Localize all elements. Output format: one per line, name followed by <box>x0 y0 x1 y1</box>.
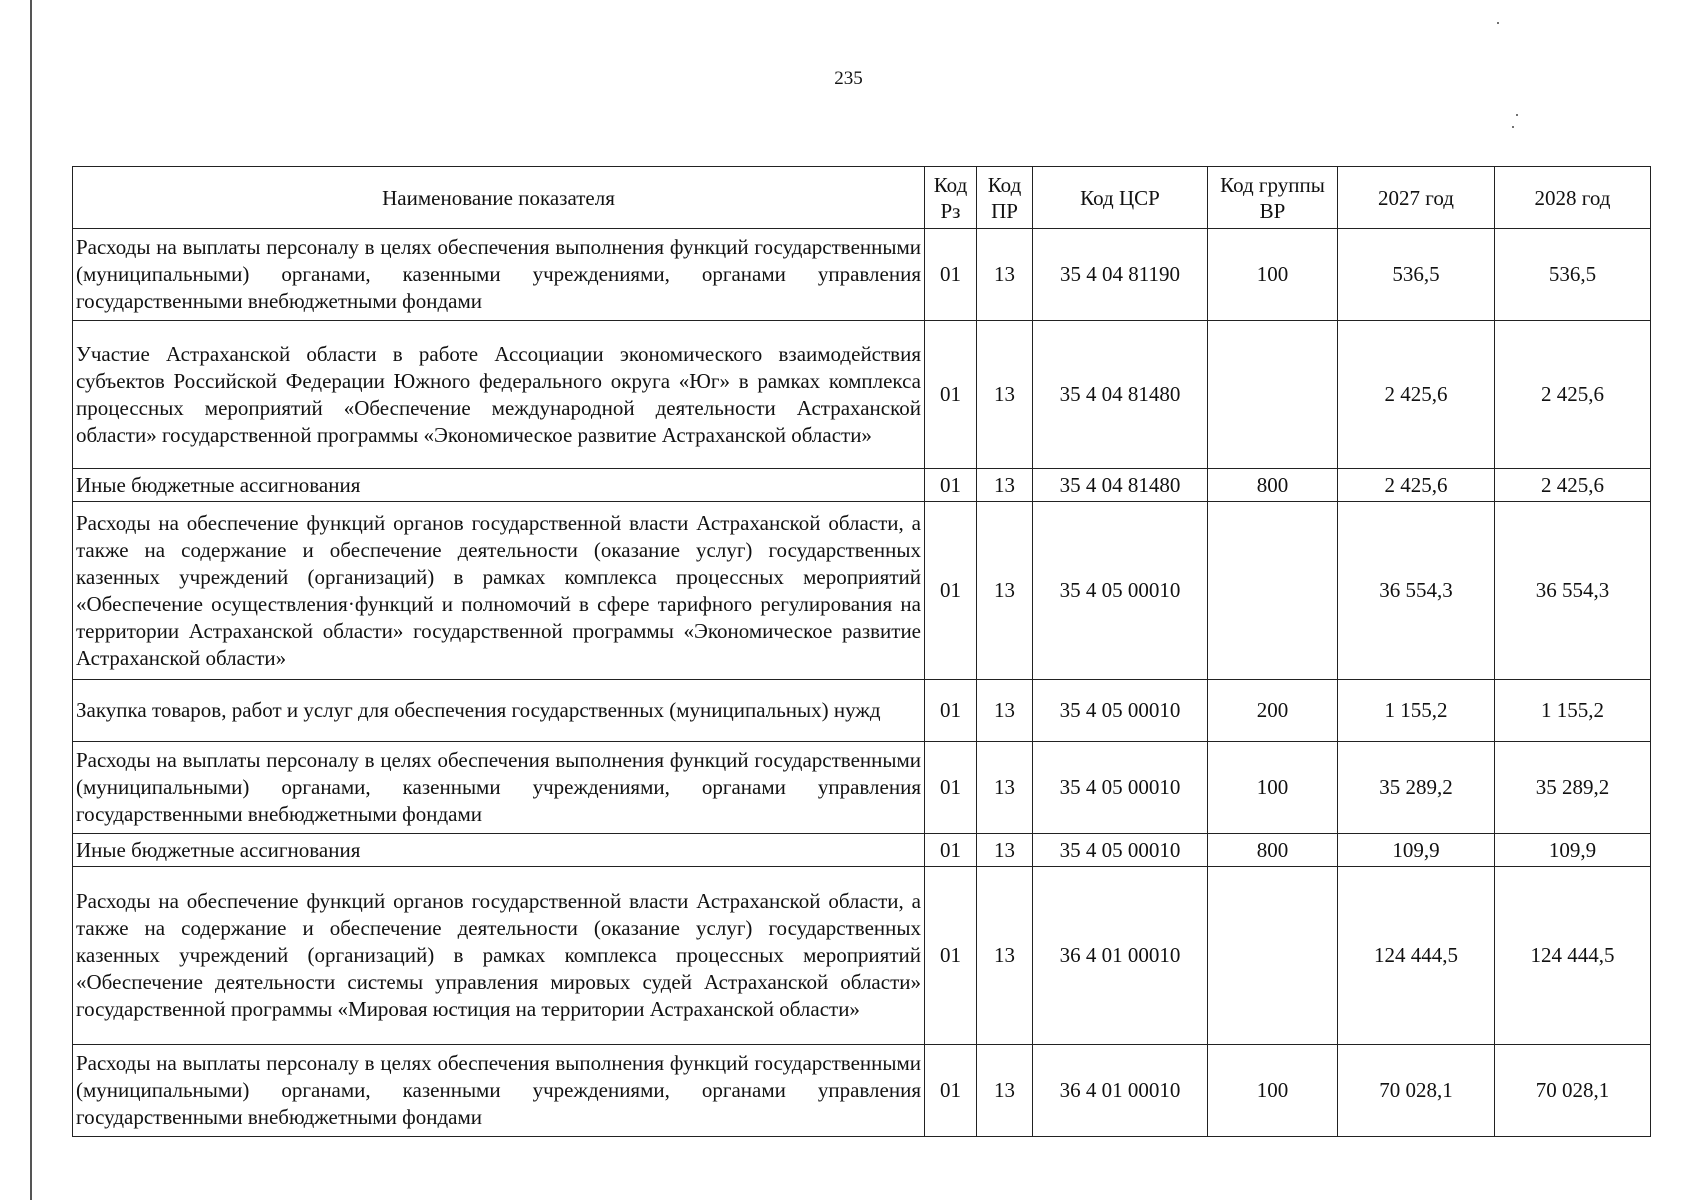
budget-table <box>72 166 1651 1137</box>
row-pr: 13 <box>977 742 1033 834</box>
row-2028: 36 554,3 <box>1495 502 1651 680</box>
scan-speck <box>1516 114 1518 116</box>
row-2028: 124 444,5 <box>1495 867 1651 1045</box>
row-rz: 01 <box>925 680 977 742</box>
header-name: Наименование показателя <box>73 167 925 229</box>
row-rz: 01 <box>925 742 977 834</box>
row-2028: 109,9 <box>1495 834 1651 867</box>
row-vr <box>1208 867 1338 1045</box>
row-csr: 35 4 04 81480 <box>1033 321 1208 469</box>
row-vr: 100 <box>1208 1045 1338 1137</box>
row-pr: 13 <box>977 502 1033 680</box>
row-rz: 01 <box>925 502 977 680</box>
table-row <box>73 469 1651 502</box>
header-2027: 2027 год <box>1338 167 1495 229</box>
row-csr: 36 4 01 00010 <box>1033 867 1208 1045</box>
row-name: Иные бюджетные ассигнования <box>73 469 925 502</box>
row-vr: 800 <box>1208 469 1338 502</box>
row-csr: 35 4 05 00010 <box>1033 742 1208 834</box>
table-header-row <box>73 167 1651 229</box>
table-row <box>73 680 1651 742</box>
row-2028: 35 289,2 <box>1495 742 1651 834</box>
row-name: Иные бюджетные ассигнования <box>73 834 925 867</box>
row-2028: 1 155,2 <box>1495 680 1651 742</box>
row-pr: 13 <box>977 680 1033 742</box>
row-pr: 13 <box>977 229 1033 321</box>
row-vr: 100 <box>1208 742 1338 834</box>
row-csr: 35 4 04 81480 <box>1033 469 1208 502</box>
row-pr: 13 <box>977 321 1033 469</box>
row-2028: 536,5 <box>1495 229 1651 321</box>
row-name: Участие Астраханской области в работе Ассоциации экономического взаимодействия субъектов Российской Федерации Южного федерального округа «Юг» в рамках комплекса процессных мероприятий «Обеспечение международной деятельности Астраханской области» государственной программы «Экономическое развитие Астраханской области» <box>73 321 925 469</box>
table-row <box>73 229 1651 321</box>
row-vr: 100 <box>1208 229 1338 321</box>
row-csr: 35 4 05 00010 <box>1033 680 1208 742</box>
row-pr: 13 <box>977 834 1033 867</box>
row-csr: 35 4 05 00010 <box>1033 502 1208 680</box>
row-rz: 01 <box>925 469 977 502</box>
table-row <box>73 502 1651 680</box>
scan-speck <box>1512 126 1514 128</box>
row-2027: 2 425,6 <box>1338 469 1495 502</box>
row-pr: 13 <box>977 469 1033 502</box>
header-rz: Код Рз <box>925 167 977 229</box>
row-name: Расходы на выплаты персоналу в целях обеспечения выполнения функций государственными (муниципальными) органами, казенными учреждениями, органами управления государственными внебюджетными фондами <box>73 229 925 321</box>
table-row <box>73 742 1651 834</box>
row-2027: 1 155,2 <box>1338 680 1495 742</box>
table-row <box>73 1045 1651 1137</box>
row-2027: 70 028,1 <box>1338 1045 1495 1137</box>
row-name: Закупка товаров, работ и услуг для обеспечения государственных (муниципальных) нужд <box>73 680 925 742</box>
row-pr: 13 <box>977 867 1033 1045</box>
header-pr: Код ПР <box>977 167 1033 229</box>
table-row <box>73 867 1651 1045</box>
table-row <box>73 834 1651 867</box>
table-row <box>73 321 1651 469</box>
row-2027: 36 554,3 <box>1338 502 1495 680</box>
row-vr <box>1208 321 1338 469</box>
row-2027: 536,5 <box>1338 229 1495 321</box>
row-vr: 200 <box>1208 680 1338 742</box>
row-2028: 2 425,6 <box>1495 321 1651 469</box>
row-vr <box>1208 502 1338 680</box>
row-name: Расходы на выплаты персоналу в целях обеспечения выполнения функций государственными (муниципальными) органами, казенными учреждениями, органами управления государственными внебюджетными фондами <box>73 742 925 834</box>
row-csr: 35 4 05 00010 <box>1033 834 1208 867</box>
row-rz: 01 <box>925 834 977 867</box>
header-2028: 2028 год <box>1495 167 1651 229</box>
row-2028: 70 028,1 <box>1495 1045 1651 1137</box>
scan-speck <box>1497 22 1499 24</box>
row-2027: 2 425,6 <box>1338 321 1495 469</box>
row-rz: 01 <box>925 321 977 469</box>
row-csr: 35 4 04 81190 <box>1033 229 1208 321</box>
row-name: Расходы на обеспечение функций органов государственной власти Астраханской области, а также на содержание и обеспечение деятельности (оказание услуг) государственных казенных учреждений (организаций) в рамках комплекса процессных мероприятий «Обеспечение деятельности системы управления мировых судей Астраханской области» государственной программы «Мировая юстиция на территории Астраханской области» <box>73 867 925 1045</box>
row-pr: 13 <box>977 1045 1033 1137</box>
row-name: Расходы на обеспечение функций органов государственной власти Астраханской области, а также на содержание и обеспечение деятельности (оказание услуг) государственных казенных учреждений (организаций) в рамках комплекса процессных мероприятий «Обеспечение осуществления·функций и полномочий в сфере тарифного регулирования на территории Астраханской области» государственной программы «Экономическое развитие Астраханской области» <box>73 502 925 680</box>
row-rz: 01 <box>925 1045 977 1137</box>
row-name: Расходы на выплаты персоналу в целях обеспечения выполнения функций государственными (муниципальными) органами, казенными учреждениями, органами управления государственными внебюджетными фондами <box>73 1045 925 1137</box>
page-number: 235 <box>834 68 863 89</box>
row-rz: 01 <box>925 229 977 321</box>
page-left-edge-line <box>30 0 32 1200</box>
row-2027: 109,9 <box>1338 834 1495 867</box>
row-2028: 2 425,6 <box>1495 469 1651 502</box>
row-csr: 36 4 01 00010 <box>1033 1045 1208 1137</box>
row-rz: 01 <box>925 867 977 1045</box>
row-vr: 800 <box>1208 834 1338 867</box>
header-vr: Код группы ВР <box>1208 167 1338 229</box>
header-csr: Код ЦСР <box>1033 167 1208 229</box>
row-2027: 35 289,2 <box>1338 742 1495 834</box>
row-2027: 124 444,5 <box>1338 867 1495 1045</box>
